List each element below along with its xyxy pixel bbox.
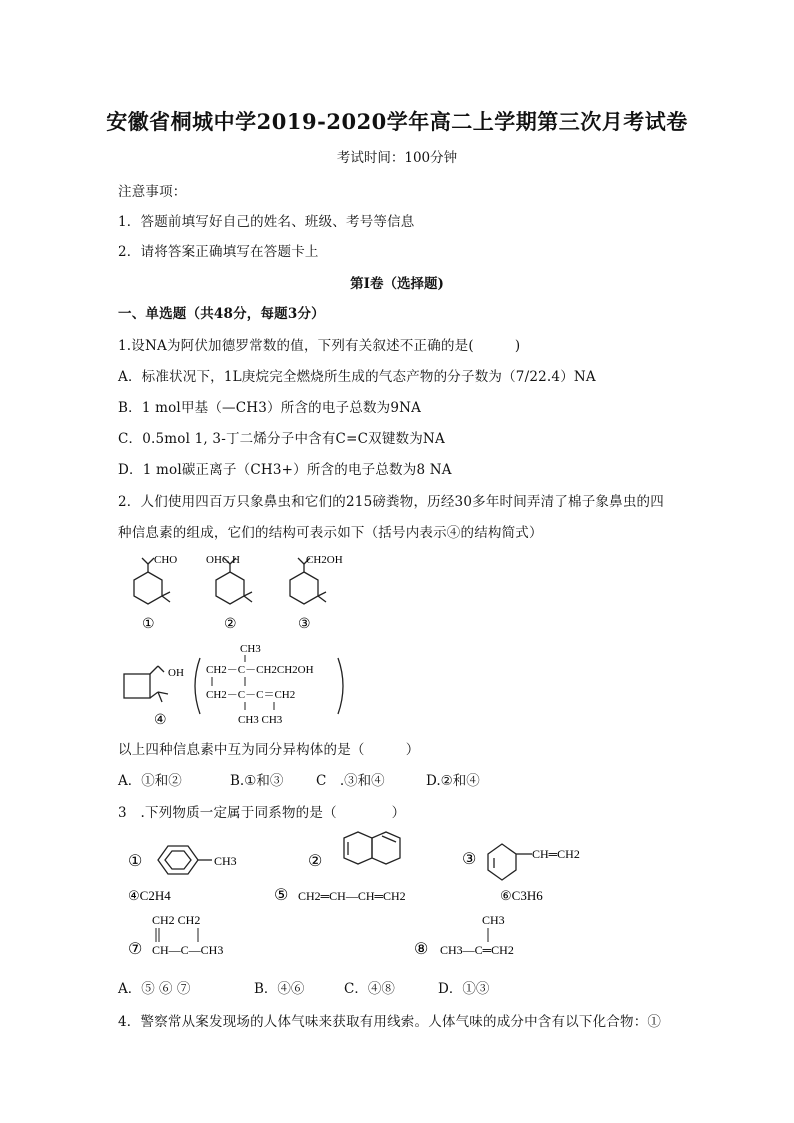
- q2-option-a: A．①和②: [118, 773, 182, 789]
- q2-group-2: OHC H: [206, 554, 240, 566]
- q1-option-b: B．1 mol甲基（—CH3）所含的电子总数为9NA: [118, 400, 422, 416]
- q3-f1: CH3: [214, 854, 237, 868]
- q3-option-b: B．④⑥: [254, 981, 305, 997]
- q2-label-3: ③: [298, 617, 311, 632]
- part-one-heading: 一、单选题（共48分，每题3分）: [118, 306, 325, 322]
- section-title: 第I卷（选择题): [350, 276, 444, 292]
- q1-option-c: C．0.5mol 1, 3-丁二烯分子中含有C=C双键数为NA: [118, 431, 445, 447]
- q3-f3: CH═CH2: [532, 847, 580, 861]
- q3-option-c: C．④⑧: [344, 981, 395, 997]
- q2-condensed-r1: CH2－C－CH2CH2OH: [206, 664, 314, 676]
- q2-question: 以上四种信息素中互为同分异构体的是（ ）: [118, 742, 420, 758]
- q2-label-1: ①: [142, 617, 155, 632]
- q2-label-4: ④: [154, 713, 167, 728]
- q3-structure-figure: [118, 828, 604, 974]
- q2-group-1: CHO: [154, 554, 178, 566]
- q3-label-4: ④C2H4: [128, 888, 171, 903]
- q3-stem: 3 .下列物质一定属于同系物的是（ ）: [118, 805, 406, 821]
- q3-f8-bottom: CH3—C═CH2: [440, 943, 514, 957]
- q2-stem-line1: 2．人们使用四百万只象鼻虫和它们的215磅粪物，历经30多年时间弄清了棉子象鼻虫的四: [118, 494, 664, 510]
- q2-group-3: CH2OH: [306, 554, 343, 566]
- q2-option-c: C .③和④: [316, 773, 385, 789]
- notice-item-1: 1．答题前填写好自己的姓名、班级、考号等信息: [118, 214, 415, 230]
- q2-stem-line2: 种信息素的组成，它们的结构可表示如下（括号内表示④的结构简式）: [118, 525, 543, 541]
- q2-option-b: B.①和③: [230, 773, 284, 789]
- q3-label-3: ③: [462, 851, 477, 868]
- q3-label-6: ⑥C3H6: [500, 888, 543, 903]
- notice-item-2: 2．请将答案正确填写在答题卡上: [118, 244, 319, 260]
- q3-f7-top: CH2 CH2: [152, 913, 201, 927]
- q3-label-2: ②: [308, 853, 323, 870]
- q1-stem: 1.设NA为阿伏加德罗常数的值，下列有关叙述不正确的是( ): [118, 338, 521, 354]
- q2-label-2: ②: [224, 617, 237, 632]
- exam-time: 考试时间：100分钟: [336, 150, 458, 166]
- q2-option-d: D.②和④: [426, 773, 480, 789]
- q3-option-a: A．⑤ ⑥ ⑦: [118, 981, 191, 997]
- page-title: 安徽省桐城中学2019-2020学年高二上学期第三次月考试卷: [106, 109, 688, 134]
- q3-label-1: ①: [128, 853, 143, 870]
- q1-option-a: A．标准状况下，1L庚烷完全燃烧所生成的气态产物的分子数为（7/22.4）NA: [118, 369, 596, 385]
- q2-condensed-r0: CH3: [240, 643, 261, 655]
- q3-label-7: ⑦: [128, 941, 143, 958]
- q2-condensed-r3: CH3 CH3: [238, 714, 283, 726]
- q3-f8-top: CH3: [482, 913, 505, 927]
- q2-condensed-r2: CH2－C－C＝CH2: [206, 689, 296, 701]
- q3-f5: CH2═CH—CH═CH2: [298, 889, 406, 903]
- notice-heading: 注意事项：: [118, 184, 187, 200]
- q3-label-8: ⑧: [414, 941, 429, 958]
- q2-group-4: OH: [168, 667, 184, 679]
- q3-f7-bottom: CH—C—CH3: [152, 943, 224, 957]
- q2-structure-figure: [118, 546, 348, 734]
- q3-label-5: ⑤: [274, 887, 289, 904]
- q4-stem: 4．警察常从案发现场的人体气味来获取有用线索。人体气味的成分中含有以下化合物：①: [118, 1014, 662, 1030]
- q3-option-d: D．①③: [438, 981, 490, 997]
- q1-option-d: D．1 mol碳正离子（CH3+）所含的电子总数为8 NA: [118, 462, 452, 478]
